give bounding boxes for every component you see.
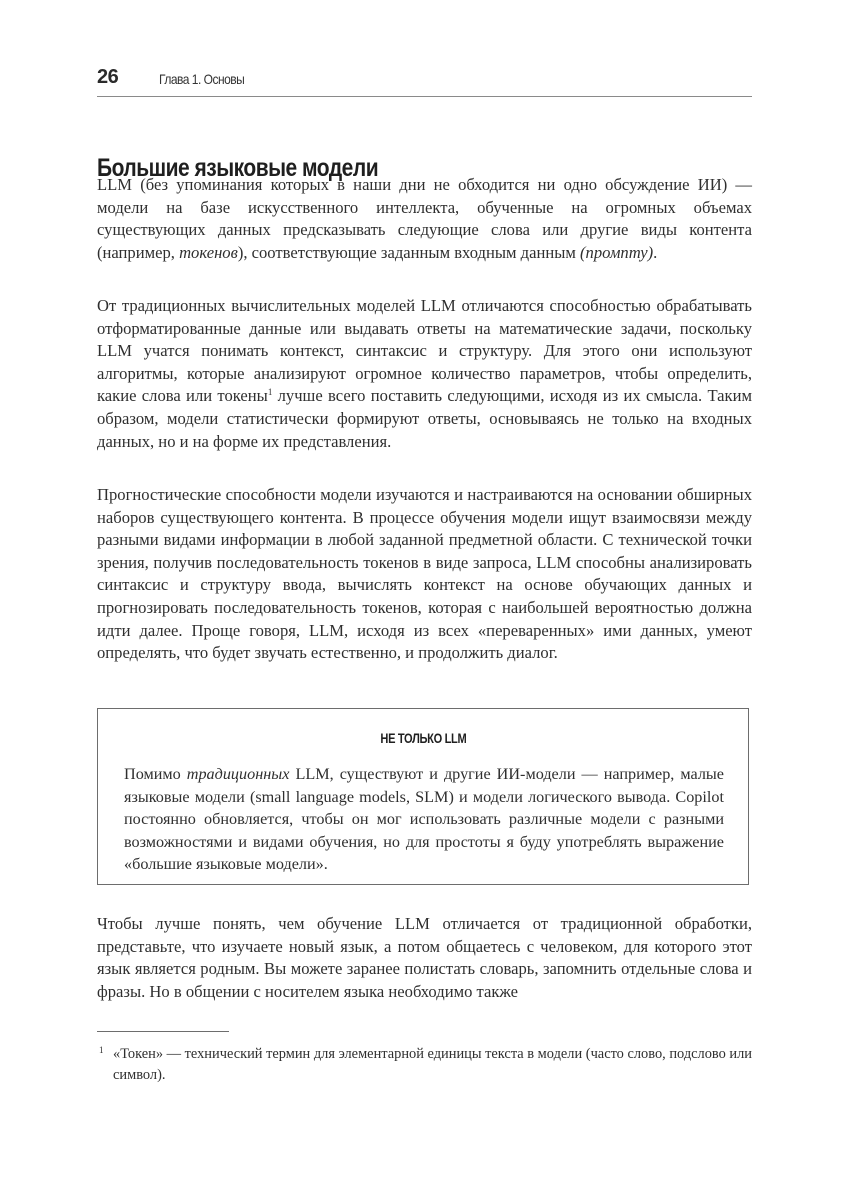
paragraph-prediction: Прогностические способности модели изучаются и настраиваются на основании обширных наборов существующего контента. В процессе обучения модели ищут взаимосвязи между разными видами информации в любой заданной предметной области. С технической точки зрения, получив последовательность токенов в виде запроса, LLM способны анализировать синтаксис и структуру ввода, вычислять контекст на основе обучающих данных и прогнозировать последовательность токенов, которая с наибольшей вероятностью должна идти далее. Проще говоря, LLM, исходя из всех «переваренных» ими данных, умеют определять, что будет звучать естественно, и продолжить диалог. <box>97 485 752 663</box>
paragraph-text: LLM (без упоминания которых в наши дни не обходится ни одно обсуждение ИИ) — модели на базе искусственного интеллекта, обученные на огромных объемах существующих данных предсказывать следующие слова или другие виды контента (например, <box>97 175 752 262</box>
section-title: Большие языковые модели <box>97 153 379 182</box>
footnote-text: «Токен» — технический термин для элементарной единицы текста в модели (часто слово, подслово или символ). <box>113 1046 752 1083</box>
paragraph-text: ), соответствующие заданным входным данным <box>237 242 581 262</box>
emphasis-tokens: токенов <box>179 242 238 262</box>
footnote <box>97 1044 752 1086</box>
footnote-reference[interactable]: 1 <box>267 387 273 398</box>
footnote-mark: 1 <box>99 1045 104 1055</box>
sidebar-title <box>98 731 748 746</box>
paragraph-text: лучше всего поставить следующими, исходя из их смысла. Таким образом, модели статистически формируют ответы, основываясь не только на входных данных, но и на форме их представления. <box>97 386 752 451</box>
sidebar-title-text: НЕ ТОЛЬКО LLM <box>380 731 466 746</box>
sidebar-box <box>97 708 749 885</box>
paragraph-language-analogy: Чтобы лучше понять, чем обучение LLM отличается от традиционной обработки, представьте, что изучаете новый язык, а потом общаетесь с человеком, для которого этот язык является родным. Вы можете заранее полистать словарь, запомнить отдельные слова и фразы. Но в общении с носителем языка необходимо также <box>97 914 752 1001</box>
page-number: 26 <box>97 66 119 88</box>
paragraph-llm-definition <box>97 174 752 264</box>
chapter-title: Глава 1. Основы <box>159 71 245 87</box>
paragraph-text: . <box>653 242 658 262</box>
sidebar-text-part: Помимо <box>124 765 187 783</box>
emphasis-prompt: (промпту) <box>580 242 654 262</box>
footnote-divider <box>97 1031 229 1032</box>
paragraph-llm-difference <box>97 295 752 453</box>
paragraph-text: От традиционных вычислительных моделей LLM отличаются способностью обрабатывать отформатированные данные или выдавать ответы на математические задачи, поскольку LLM учатся понимать контекст, синтаксис и структуру. Для этого они используют алгоритмы, которые анализируют огромное количество параметров, чтобы определить, какие слова или токены <box>97 296 752 406</box>
sidebar-text <box>124 763 724 876</box>
running-header <box>97 64 752 97</box>
sidebar-text-part: LLM, существуют и другие ИИ-модели — например, малые языковые модели (small language models, SLM) и модели логического вывода. Copilot постоянно обновляется, чтобы он мог использовать различные модели с разными возможностями и видами обучения, но для простоты я буду употреблять выражение «большие языковые модели». <box>124 765 724 874</box>
emphasis-traditional: традиционных <box>186 765 290 783</box>
